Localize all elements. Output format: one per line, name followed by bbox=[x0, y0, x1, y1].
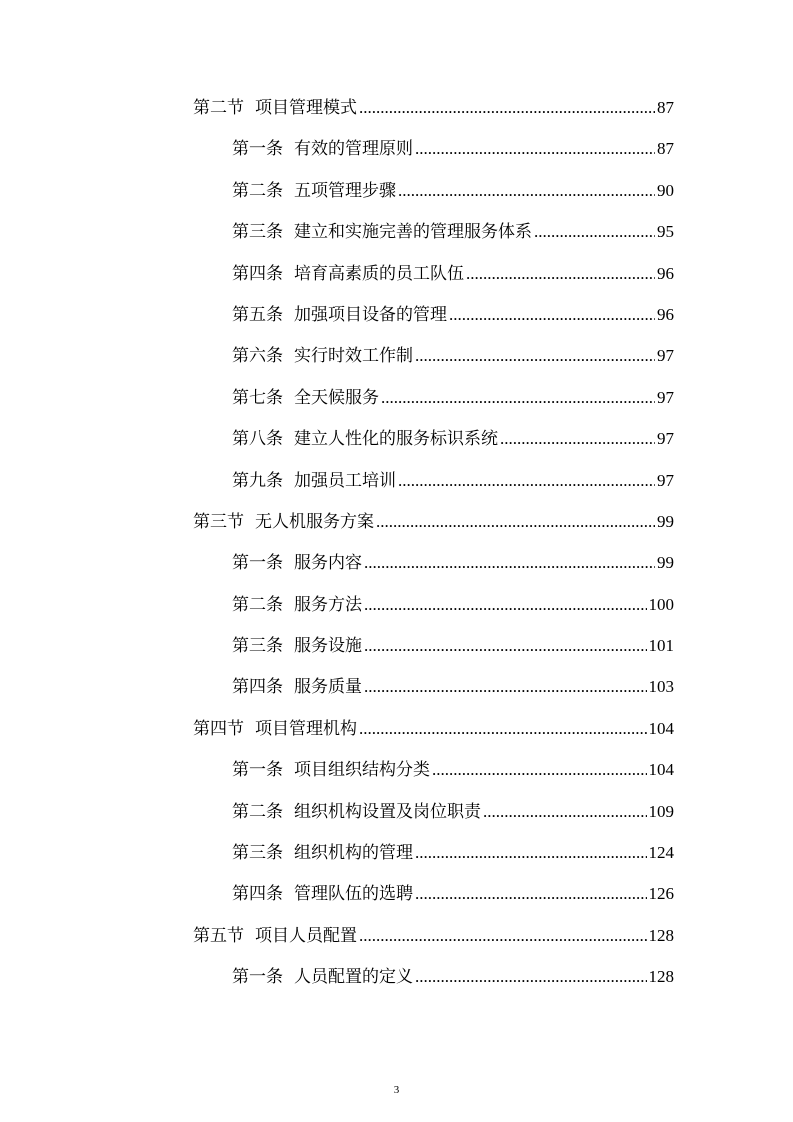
toc-entry-page: 96 bbox=[657, 263, 674, 283]
page-number: 3 bbox=[393, 1084, 400, 1096]
table-of-contents bbox=[0, 87, 793, 998]
toc-entry-title: 加强员工培训 bbox=[294, 470, 396, 491]
toc-entry-page: 87 bbox=[657, 139, 674, 159]
toc-entry-page: 96 bbox=[657, 304, 674, 324]
toc-entry-number: 第一条 bbox=[232, 553, 283, 574]
toc-dot-leader bbox=[432, 749, 647, 790]
toc-dot-leader bbox=[359, 708, 647, 749]
toc-entry-number: 第一条 bbox=[232, 967, 283, 988]
toc-entry-page: 103 bbox=[648, 677, 674, 697]
toc-entry-title: 五项管理步骤 bbox=[294, 180, 396, 201]
toc-dot-leader bbox=[398, 460, 655, 501]
toc-entry-page: 104 bbox=[648, 718, 674, 738]
toc-dot-leader bbox=[364, 666, 647, 707]
toc-entry-page: 99 bbox=[657, 553, 674, 573]
toc-entry-page: 97 bbox=[657, 387, 674, 407]
toc-entry[interactable] bbox=[232, 832, 674, 873]
toc-entry-number: 第三条 bbox=[232, 222, 283, 243]
toc-dot-leader bbox=[364, 584, 647, 625]
toc-entry[interactable] bbox=[232, 956, 674, 997]
toc-entry-title: 服务设施 bbox=[294, 636, 362, 657]
toc-entry-page: 109 bbox=[648, 801, 674, 821]
toc-entry-number: 第二条 bbox=[232, 180, 283, 201]
toc-dot-leader bbox=[359, 915, 647, 956]
toc-dot-leader bbox=[398, 170, 655, 211]
toc-dot-leader bbox=[466, 253, 655, 294]
toc-dot-leader bbox=[364, 542, 655, 583]
toc-dot-leader bbox=[415, 335, 655, 376]
toc-entry-page: 128 bbox=[648, 925, 674, 945]
toc-entry-title: 有效的管理原则 bbox=[294, 139, 413, 160]
toc-dot-leader bbox=[415, 128, 655, 169]
toc-entry[interactable] bbox=[193, 915, 674, 956]
toc-entry-title: 项目人员配置 bbox=[255, 925, 357, 946]
toc-entry-number: 第二条 bbox=[232, 801, 283, 822]
toc-dot-leader bbox=[376, 501, 655, 542]
toc-entry-page: 90 bbox=[657, 180, 674, 200]
toc-dot-leader bbox=[359, 87, 655, 128]
toc-dot-leader bbox=[449, 294, 655, 335]
toc-entry-page: 95 bbox=[657, 222, 674, 242]
toc-dot-leader bbox=[500, 418, 655, 459]
toc-entry[interactable] bbox=[232, 253, 674, 294]
toc-entry-page: 87 bbox=[657, 98, 674, 117]
toc-entry[interactable] bbox=[232, 335, 674, 376]
toc-entry-number: 第三条 bbox=[232, 636, 283, 657]
toc-entry-number: 第三条 bbox=[232, 843, 283, 864]
toc-entry-title: 服务方法 bbox=[294, 594, 362, 615]
toc-dot-leader bbox=[415, 956, 647, 997]
toc-entry-page: 97 bbox=[657, 470, 674, 490]
toc-entry[interactable] bbox=[232, 460, 674, 501]
toc-entry[interactable] bbox=[232, 625, 674, 666]
toc-entry-title: 项目管理模式 bbox=[255, 98, 357, 118]
toc-entry-number: 第五条 bbox=[232, 304, 283, 325]
toc-entry-number: 第五节 bbox=[193, 925, 244, 946]
toc-entry[interactable] bbox=[232, 542, 674, 583]
toc-entry-number: 第一条 bbox=[232, 760, 283, 781]
toc-entry[interactable] bbox=[232, 666, 674, 707]
toc-entry-title: 无人机服务方案 bbox=[255, 511, 374, 532]
toc-entry[interactable] bbox=[232, 584, 674, 625]
toc-entry[interactable] bbox=[232, 749, 674, 790]
toc-entry[interactable] bbox=[232, 294, 674, 335]
toc-entry[interactable] bbox=[232, 128, 674, 169]
toc-entry-title: 项目组织结构分类 bbox=[294, 760, 430, 781]
toc-entry-number: 第一条 bbox=[232, 139, 283, 160]
toc-entry-number: 第六条 bbox=[232, 346, 283, 367]
toc-entry-page: 99 bbox=[657, 511, 674, 531]
toc-entry-title: 建立人性化的服务标识系统 bbox=[294, 429, 498, 450]
toc-entry-page: 128 bbox=[648, 967, 674, 987]
toc-entry-title: 服务内容 bbox=[294, 553, 362, 574]
toc-dot-leader bbox=[415, 873, 647, 914]
toc-entry[interactable] bbox=[193, 708, 674, 749]
toc-entry-title: 服务质量 bbox=[294, 677, 362, 698]
toc-entry[interactable] bbox=[232, 873, 674, 914]
toc-entry-page: 104 bbox=[648, 760, 674, 780]
toc-entry-title: 全天候服务 bbox=[294, 387, 379, 408]
toc-entry[interactable] bbox=[232, 377, 674, 418]
toc-entry-page: 101 bbox=[648, 636, 674, 656]
toc-entry-number: 第二节 bbox=[193, 98, 244, 118]
toc-entry-title: 培育高素质的员工队伍 bbox=[294, 263, 464, 284]
toc-entry-page: 126 bbox=[648, 884, 674, 904]
toc-entry-number: 第三节 bbox=[193, 511, 244, 532]
toc-entry-number: 第二条 bbox=[232, 594, 283, 615]
toc-entry-title: 人员配置的定义 bbox=[294, 967, 413, 988]
toc-entry-number: 第八条 bbox=[232, 429, 283, 450]
toc-dot-leader bbox=[534, 211, 655, 252]
toc-entry-page: 100 bbox=[648, 594, 674, 614]
toc-entry-title: 组织机构设置及岗位职责 bbox=[294, 801, 481, 822]
toc-entry-title: 实行时效工作制 bbox=[294, 346, 413, 367]
toc-entry[interactable] bbox=[232, 791, 674, 832]
toc-entry-number: 第四条 bbox=[232, 677, 283, 698]
toc-entry[interactable] bbox=[232, 418, 674, 459]
toc-entry-title: 管理队伍的选聘 bbox=[294, 884, 413, 905]
toc-dot-leader bbox=[483, 791, 647, 832]
toc-entry[interactable] bbox=[193, 501, 674, 542]
toc-entry-page: 97 bbox=[657, 346, 674, 366]
toc-entry-number: 第七条 bbox=[232, 387, 283, 408]
toc-entry-number: 第九条 bbox=[232, 470, 283, 491]
toc-entry[interactable] bbox=[232, 211, 674, 252]
toc-entry-number: 第四条 bbox=[232, 263, 283, 284]
toc-entry-page: 97 bbox=[657, 429, 674, 449]
toc-entry-title: 加强项目设备的管理 bbox=[294, 304, 447, 325]
toc-entry[interactable] bbox=[193, 87, 674, 128]
toc-entry-page: 124 bbox=[648, 843, 674, 863]
toc-entry-number: 第四条 bbox=[232, 884, 283, 905]
toc-entry-title: 组织机构的管理 bbox=[294, 843, 413, 864]
toc-dot-leader bbox=[415, 832, 647, 873]
toc-entry[interactable] bbox=[232, 170, 674, 211]
toc-entry-title: 建立和实施完善的管理服务体系 bbox=[294, 222, 532, 243]
toc-entry-title: 项目管理机构 bbox=[255, 718, 357, 739]
toc-dot-leader bbox=[364, 625, 647, 666]
toc-entry-number: 第四节 bbox=[193, 718, 244, 739]
toc-dot-leader bbox=[381, 377, 655, 418]
